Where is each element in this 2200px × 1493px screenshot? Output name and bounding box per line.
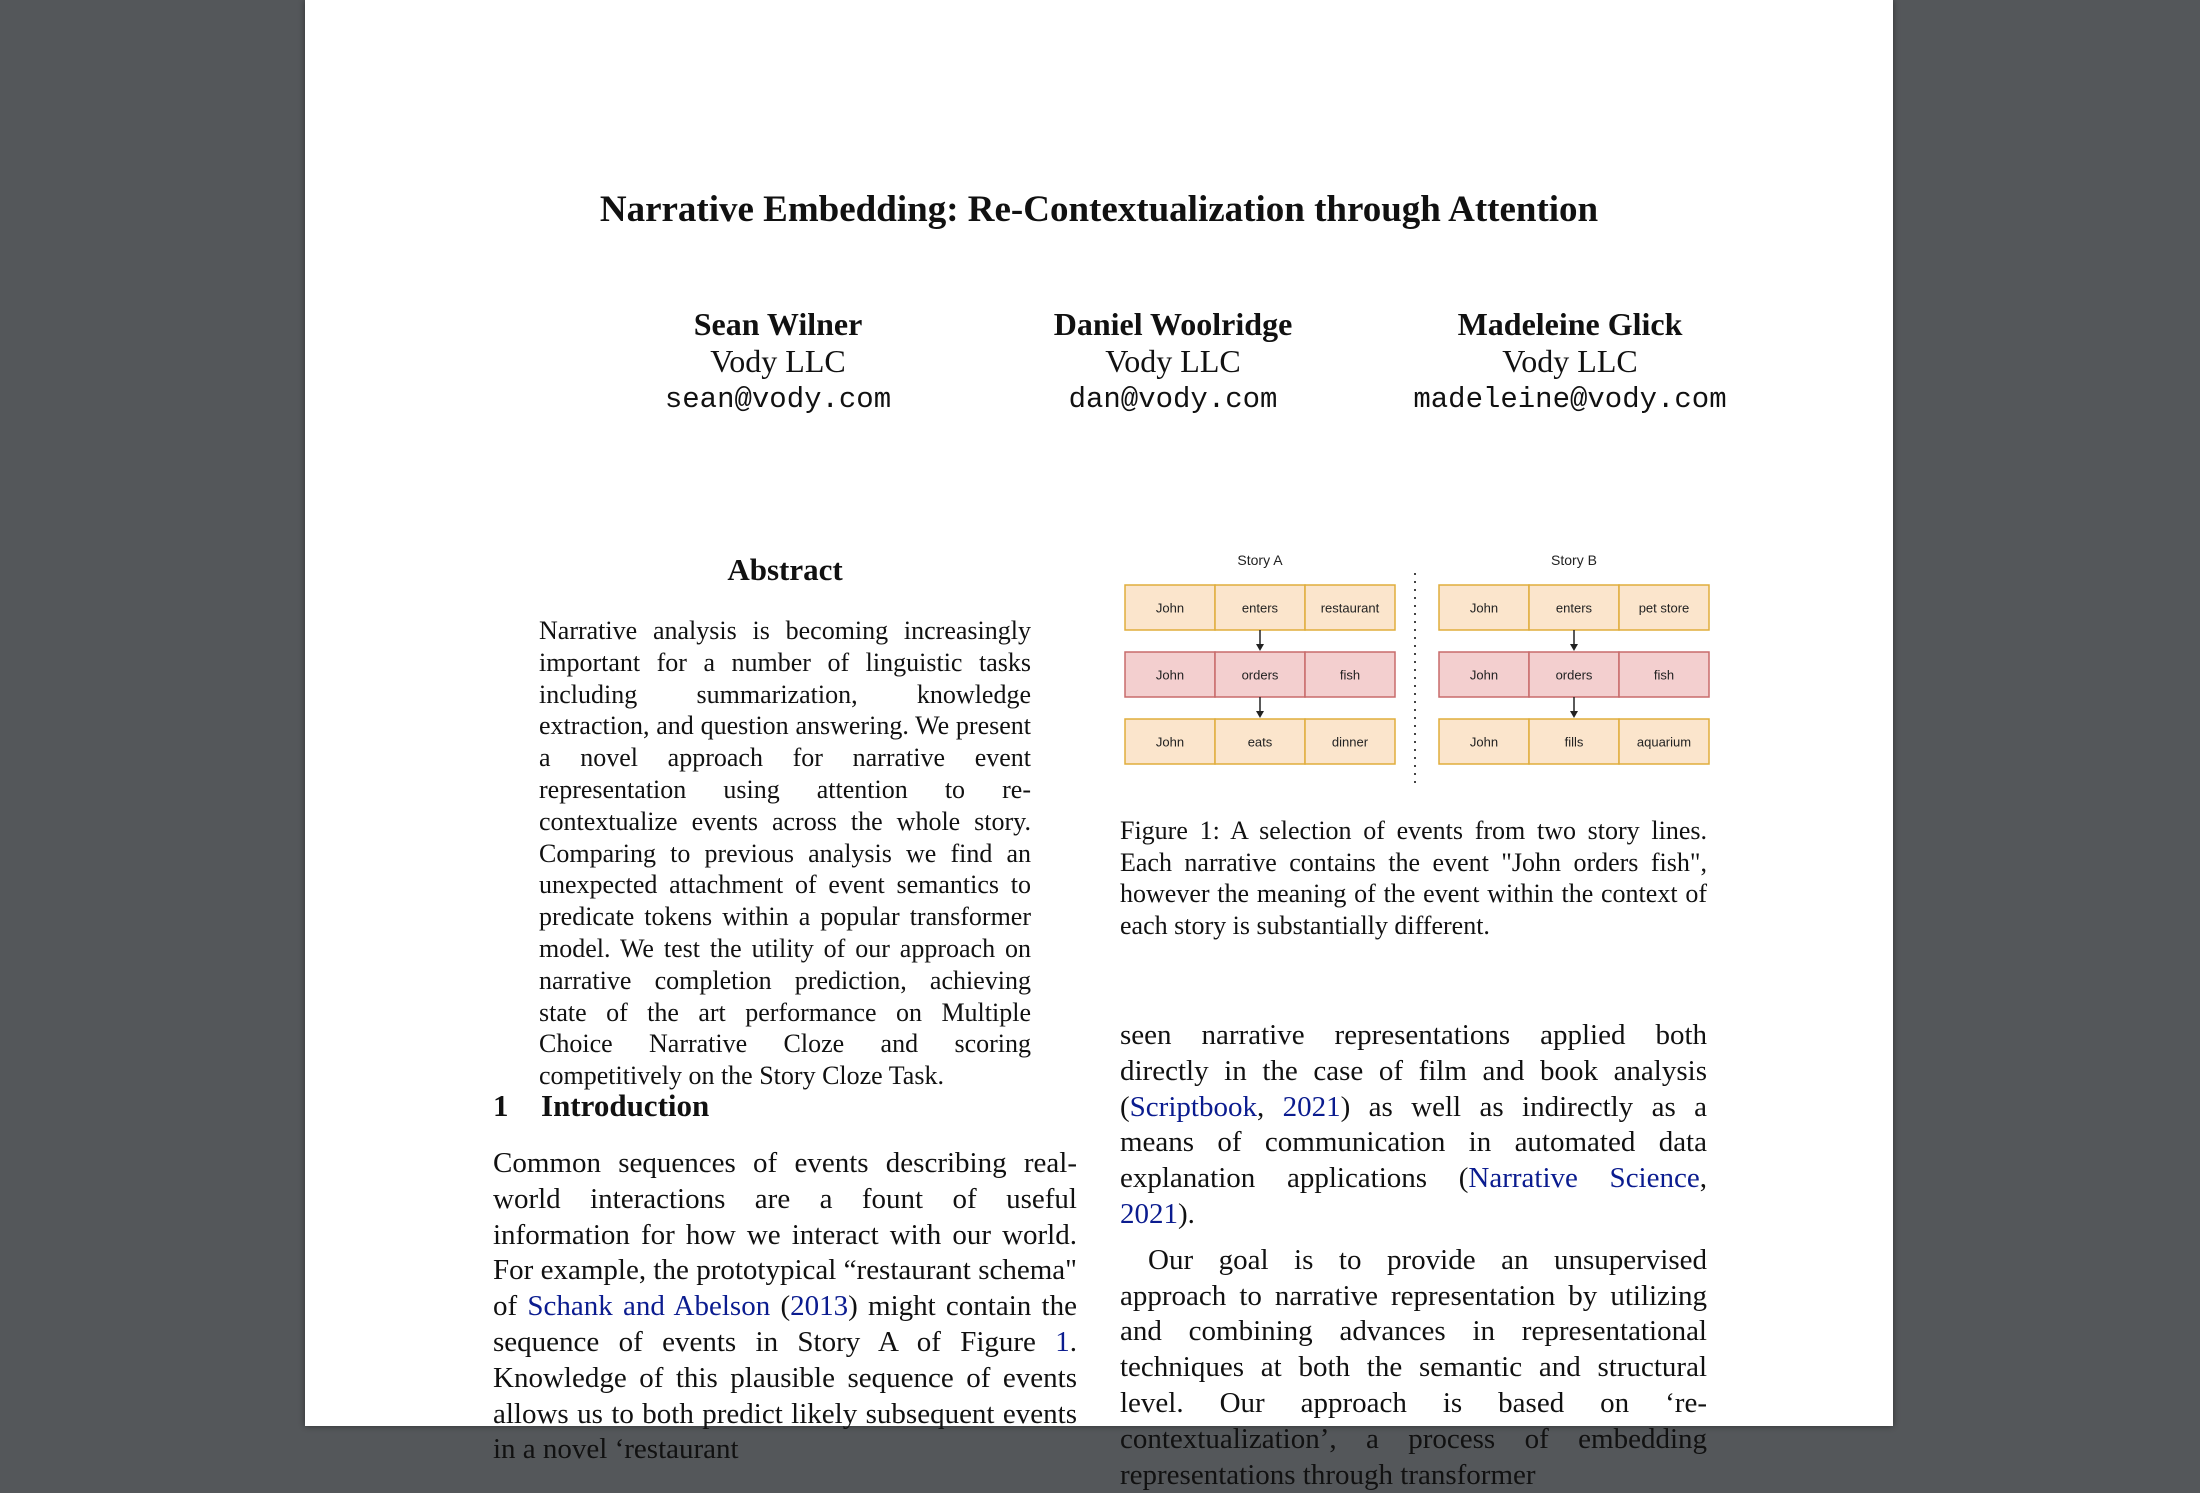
- body-text: seen narrative representations applied both directly in the case of film and book analysis (: [1120, 1019, 1707, 1123]
- section-title: Introduction: [541, 1088, 710, 1123]
- figure-caption: Figure 1: A selection of events from two story lines. Each narrative contains the event "John orders fish", however the meaning of the event within the context of each story is substantially different.: [1120, 816, 1707, 940]
- event-token: pet store: [1638, 600, 1690, 616]
- abstract-text: Narrative analysis is becoming increasingly important for a number of linguistic tasks including summarization, knowledge extraction, and question answering. We present a novel approach for narrative event representation using attention to re-contextualize events across the whole story. Comparing to previous analysis we find an unexpected attachment of event semantics to predicate tokens within a popular transformer model. We test the utility of our approach on narrative completion prediction, achieving state of the art performance on Multiple Choice Narrative Cloze and scoring competitively on the Story Cloze Task.: [539, 616, 1031, 1091]
- citation-link[interactable]: Schank and Abelson: [527, 1290, 771, 1323]
- story-b-diagram: [1439, 552, 1709, 764]
- author-name: Sean Wilner: [693, 306, 863, 342]
- author-affiliation: Vody LLC: [1502, 343, 1638, 379]
- event-token: orders: [1241, 667, 1279, 683]
- section-number: 1: [493, 1088, 509, 1123]
- story-b-label: Story B: [1551, 552, 1597, 568]
- event-token: John: [1469, 667, 1499, 683]
- author-block: [548, 306, 1008, 420]
- intro-text: . Knowledge of this plausible sequence of events allows us to both predict likely subsequent events in a novel ‘restaurant: [493, 1325, 1077, 1466]
- event-token: John: [1155, 734, 1185, 750]
- figure-ref-link[interactable]: 1: [1055, 1325, 1070, 1358]
- intro-text: (: [770, 1290, 791, 1323]
- event-token: dinner: [1331, 734, 1369, 750]
- author-email[interactable]: sean@vody.com: [664, 383, 892, 416]
- author-email[interactable]: dan@vody.com: [1068, 383, 1278, 416]
- event-token: orders: [1555, 667, 1593, 683]
- section-heading: [493, 1088, 709, 1124]
- arrow-head: [1256, 644, 1264, 651]
- author-name: Madeleine Glick: [1457, 306, 1683, 342]
- intro-text: ) might contain the sequence of events in Story A of Figure: [493, 1290, 1077, 1358]
- event-token: eats: [1247, 734, 1273, 750]
- event-token: fish: [1339, 667, 1361, 683]
- citation-year-link[interactable]: 2021: [1282, 1090, 1341, 1123]
- abstract-heading: Abstract: [727, 552, 843, 587]
- event-token: fills: [1564, 734, 1584, 750]
- author-block: [1340, 306, 1800, 420]
- citation-link[interactable]: Narrative Science: [1468, 1162, 1700, 1195]
- story-a-label: Story A: [1237, 552, 1283, 568]
- event-token: restaurant: [1320, 600, 1380, 616]
- right-column-text: [1120, 1018, 1707, 1493]
- author-name: Daniel Woolridge: [1053, 306, 1293, 342]
- event-token: fish: [1653, 667, 1675, 683]
- arrow-head: [1570, 644, 1578, 651]
- paper-title: Narrative Embedding: Re-Contextualization through Attention: [599, 189, 1599, 230]
- figure-1-diagram: [1115, 545, 1715, 790]
- author-affiliation: Vody LLC: [1105, 343, 1241, 379]
- author-email[interactable]: madeleine@vody.com: [1413, 383, 1727, 416]
- body-text: ,: [1699, 1162, 1707, 1195]
- event-token: John: [1155, 667, 1185, 683]
- body-text: ).: [1178, 1197, 1195, 1230]
- citation-link[interactable]: Scriptbook: [1129, 1090, 1257, 1123]
- body-text: ,: [1256, 1090, 1283, 1123]
- event-token: enters: [1555, 600, 1593, 616]
- paragraph: Our goal is to provide an unsupervised approach to narrative representation by utilizing and combining advances in representational techniques at both the semantic and structural level. Our approach is based on ‘re-contextualization’, a process of embedding representations through transformer: [1120, 1243, 1707, 1491]
- arrow-head: [1570, 711, 1578, 718]
- event-token: John: [1469, 734, 1499, 750]
- arrow-head: [1256, 711, 1264, 718]
- intro-text: Common sequences of events describing real-world interactions are a fount of useful information for how we interact with our world. For example, the prototypical “restaurant schema" of: [493, 1147, 1077, 1323]
- intro-paragraph: [493, 1146, 1077, 1468]
- citation-year-link[interactable]: 2021: [1120, 1197, 1178, 1230]
- author-block: [943, 306, 1403, 420]
- citation-year-link[interactable]: 2013: [790, 1290, 849, 1323]
- event-token: aquarium: [1636, 734, 1692, 750]
- paragraph: [1120, 1018, 1707, 1233]
- author-affiliation: Vody LLC: [710, 343, 846, 379]
- story-a-diagram: [1125, 552, 1395, 764]
- paper-page: [305, 0, 1893, 1491]
- event-token: enters: [1241, 600, 1279, 616]
- event-token: John: [1469, 600, 1499, 616]
- event-token: John: [1155, 600, 1185, 616]
- body-text: ) as well as indirectly as a means of communication in automated data explanation applications (: [1120, 1090, 1707, 1195]
